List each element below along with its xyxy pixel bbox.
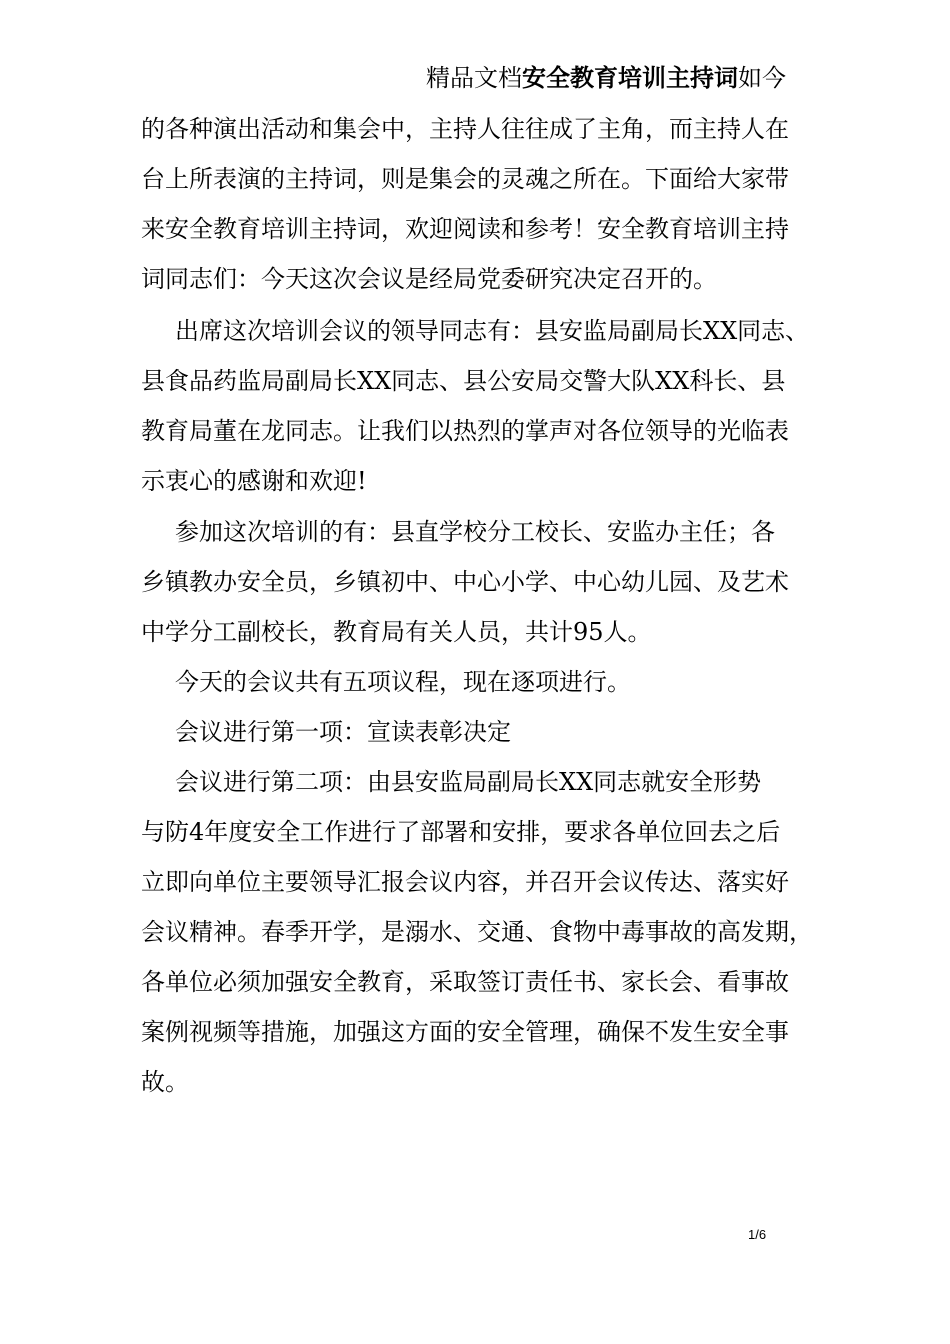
- body-line: 故。: [141, 1068, 189, 1096]
- header-prefix: 精品文档: [426, 64, 522, 92]
- body-line: 教育局董在龙同志。让我们以热烈的掌声对各位领导的光临表: [141, 417, 789, 445]
- body-line: 词同志们：今天这次会议是经局党委研究决定召开的。: [141, 265, 717, 293]
- body-line: 案例视频等措施，加强这方面的安全管理，确保不发生安全事: [141, 1018, 789, 1046]
- body-line: 各单位必须加强安全教育，采取签订责任书、家长会、看事故: [141, 968, 789, 996]
- body-line: 乡镇教办安全员，乡镇初中、中心小学、中心幼儿园、及艺术: [141, 568, 789, 596]
- header-line: [426, 63, 866, 93]
- body-line: 与防4年度安全工作进行了部署和安排，要求各单位回去之后: [141, 818, 781, 846]
- body-line: 来安全教育培训主持词，欢迎阅读和参考！安全教育培训主持: [141, 215, 789, 243]
- body-line: 县食品药监局副局长XX同志、县公安局交警大队XX科长、县: [141, 367, 786, 395]
- body-line: 会议进行第一项：宣读表彰决定: [175, 718, 511, 746]
- page-number: 1/6: [748, 1227, 767, 1242]
- document-title: 安全教育培训主持词: [522, 64, 738, 92]
- body-line: 立即向单位主要领导汇报会议内容，并召开会议传达、落实好: [141, 868, 789, 896]
- body-line: 会议进行第二项：由县安监局副局长XX同志就安全形势: [175, 768, 762, 796]
- body-line: 参加这次培训的有：县直学校分工校长、安监办主任；各: [175, 518, 775, 546]
- body-line: 出席这次培训会议的领导同志有：县安监局副局长XX同志、: [175, 317, 810, 345]
- body-line: 示衷心的感谢和欢迎!: [141, 467, 367, 495]
- body-line: 台上所表演的主持词，则是集会的灵魂之所在。下面给大家带: [141, 165, 789, 193]
- header-suffix: 如今: [738, 64, 786, 92]
- body-line: 中学分工副校长，教育局有关人员，共计95人。: [141, 618, 652, 646]
- body-line: 今天的会议共有五项议程，现在逐项进行。: [175, 668, 631, 696]
- body-line: 会议精神。春季开学，是溺水、交通、食物中毒事故的高发期，: [141, 918, 813, 946]
- body-line: 的各种演出活动和集会中，主持人往往成了主角，而主持人在: [141, 115, 789, 143]
